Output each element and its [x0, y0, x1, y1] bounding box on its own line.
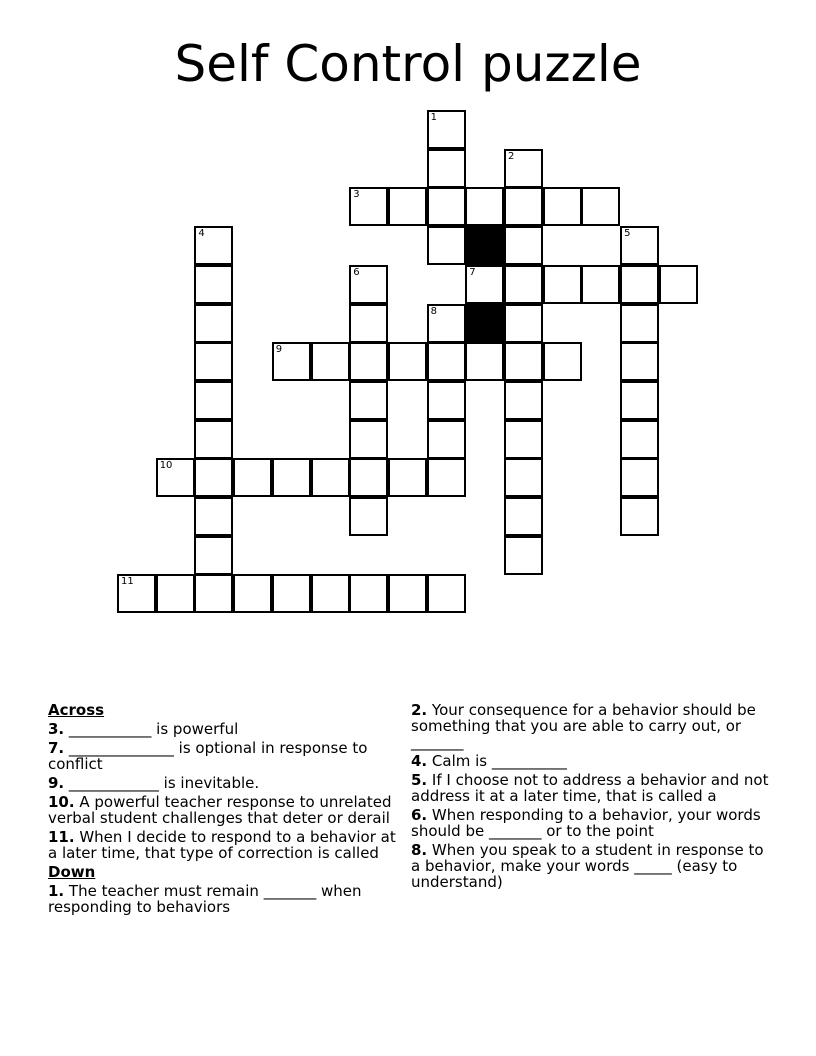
clue-item	[48, 794, 398, 826]
grid-cell[interactable]	[194, 574, 233, 613]
clue-item	[411, 842, 771, 890]
puzzle-title: Self Control puzzle	[174, 35, 642, 93]
grid-cell[interactable]	[427, 458, 466, 497]
clue-item	[411, 753, 771, 769]
grid-cell[interactable]	[156, 574, 195, 613]
clue-item	[48, 883, 398, 915]
clue-item	[48, 740, 398, 772]
grid-cell[interactable]	[427, 342, 466, 381]
grid-cell[interactable]	[311, 458, 350, 497]
clue-number: 5	[624, 228, 631, 240]
grid-cell[interactable]	[349, 497, 388, 536]
grid-cell[interactable]	[465, 265, 504, 304]
section-heading: Down	[48, 863, 96, 881]
clue-text: Your consequence for a behavior should be something that you are able to carry out, or _______	[411, 701, 756, 751]
clue-number: 4	[198, 228, 205, 240]
grid-cell[interactable]	[504, 304, 543, 343]
grid-cell[interactable]	[194, 381, 233, 420]
clue-number-label: 2.	[411, 701, 428, 719]
clue-number-label: 4.	[411, 752, 428, 770]
grid-cell[interactable]	[659, 265, 698, 304]
clue-number-label: 1.	[48, 882, 65, 900]
clue-text: If I choose not to address a behavior and not address it at a later time, that is called a	[411, 771, 769, 805]
grid-cell[interactable]	[581, 265, 620, 304]
grid-cell[interactable]	[504, 149, 543, 188]
grid-cell[interactable]	[620, 342, 659, 381]
grid-cell[interactable]	[620, 381, 659, 420]
grid-cell[interactable]	[349, 304, 388, 343]
grid-cell[interactable]	[194, 458, 233, 497]
grid-cell[interactable]	[194, 304, 233, 343]
grid-cell[interactable]	[620, 226, 659, 265]
grid-cell[interactable]	[349, 381, 388, 420]
clue-number: 8	[430, 305, 437, 317]
grid-cell[interactable]	[504, 342, 543, 381]
clue-item	[411, 807, 771, 839]
grid-cell[interactable]	[349, 458, 388, 497]
grid-cell[interactable]	[349, 265, 388, 304]
grid-cell[interactable]	[388, 574, 427, 613]
clue-text: Calm is __________	[427, 752, 567, 770]
grid-cell[interactable]	[620, 304, 659, 343]
grid-cell[interactable]	[194, 497, 233, 536]
grid-cell[interactable]	[465, 187, 504, 226]
clue-text: ______________ is optional in response to conflict	[48, 739, 368, 773]
clue-number-label: 11.	[48, 828, 75, 846]
grid-cell[interactable]	[427, 187, 466, 226]
clues-left-column	[48, 702, 398, 918]
grid-cell[interactable]	[504, 497, 543, 536]
grid-cell[interactable]	[194, 226, 233, 265]
grid-cell[interactable]	[581, 187, 620, 226]
grid-cell[interactable]	[543, 342, 582, 381]
clue-number: 1	[430, 112, 437, 123]
grid-cell[interactable]	[233, 574, 272, 613]
grid-cell[interactable]	[504, 458, 543, 497]
grid-cell[interactable]	[427, 381, 466, 420]
clue-number-label: 3.	[48, 720, 65, 738]
grid-cell[interactable]	[427, 420, 466, 459]
grid-cell[interactable]	[427, 304, 466, 343]
clue-text: The teacher must remain _______ when responding to behaviors	[48, 882, 362, 916]
clue-item	[48, 721, 398, 737]
clue-number-label: 7.	[48, 739, 65, 757]
clue-text: ___________ is powerful	[64, 720, 239, 738]
grid-cell[interactable]	[427, 574, 466, 613]
grid-cell[interactable]	[311, 342, 350, 381]
black-cell	[465, 226, 504, 265]
clue-item	[411, 702, 771, 750]
clue-item	[411, 772, 771, 804]
clue-number: 7	[469, 266, 476, 278]
clue-number-label: 6.	[411, 806, 428, 824]
grid-cell[interactable]	[620, 265, 659, 304]
clue-text: ____________ is inevitable.	[64, 774, 260, 792]
clue-number: 3	[353, 189, 360, 201]
grid-cell[interactable]	[272, 574, 311, 613]
clue-number: 11	[121, 576, 134, 588]
clue-number: 2	[508, 150, 515, 162]
grid-cell[interactable]	[349, 187, 388, 226]
grid-cell[interactable]	[504, 265, 543, 304]
grid-cell[interactable]	[543, 187, 582, 226]
grid-cell[interactable]	[504, 381, 543, 420]
grid-cell[interactable]	[194, 342, 233, 381]
clue-number: 9	[275, 344, 283, 356]
clue-number-label: 8.	[411, 841, 428, 859]
clue-number: 6	[353, 266, 360, 278]
grid-cell[interactable]	[388, 458, 427, 497]
grid-cell[interactable]	[427, 226, 466, 265]
grid-cell[interactable]	[620, 497, 659, 536]
grid-cell[interactable]	[504, 226, 543, 265]
grid-cell[interactable]	[504, 420, 543, 459]
clue-number-label: 10.	[48, 793, 75, 811]
clue-text: When responding to a behavior, your words should be _______ or to the point	[411, 806, 761, 840]
grid-cell[interactable]	[272, 342, 311, 381]
grid-cell[interactable]	[194, 420, 233, 459]
clue-text: A powerful teacher response to unrelated verbal student challenges that deter or derail	[48, 793, 392, 827]
grid-cell[interactable]	[388, 187, 427, 226]
grid-cell[interactable]	[194, 265, 233, 304]
clue-number-label: 9.	[48, 774, 65, 792]
grid-cell[interactable]	[349, 342, 388, 381]
grid-cell[interactable]	[349, 420, 388, 459]
clue-text: When I decide to respond to a behavior at a later time, that type of correction is called	[48, 828, 396, 862]
grid-cell[interactable]	[543, 265, 582, 304]
clue-number: 10	[159, 460, 173, 472]
black-cell	[465, 304, 504, 343]
grid-cell[interactable]	[311, 574, 350, 613]
grid-cell[interactable]	[504, 187, 543, 226]
grid-cell[interactable]	[620, 458, 659, 497]
grid-cell[interactable]	[427, 110, 466, 149]
section-heading: Across	[48, 701, 105, 719]
clue-item	[48, 775, 398, 791]
clue-number-label: 5.	[411, 771, 428, 789]
clue-text: When you speak to a student in response to a behavior, make your words _____ (easy to understand)	[411, 841, 764, 891]
clues-right-column	[411, 702, 771, 893]
grid-cell[interactable]	[272, 458, 311, 497]
grid-cell[interactable]	[504, 536, 543, 575]
grid-cell[interactable]	[233, 458, 272, 497]
grid-cell[interactable]	[349, 574, 388, 613]
grid-cell[interactable]	[194, 536, 233, 575]
grid-cell[interactable]	[465, 342, 504, 381]
grid-cell[interactable]	[156, 458, 195, 497]
grid-cell[interactable]	[427, 149, 466, 188]
grid-cell[interactable]	[117, 574, 156, 613]
clue-item	[48, 829, 398, 861]
grid-cell[interactable]	[620, 420, 659, 459]
grid-cell[interactable]	[388, 342, 427, 381]
